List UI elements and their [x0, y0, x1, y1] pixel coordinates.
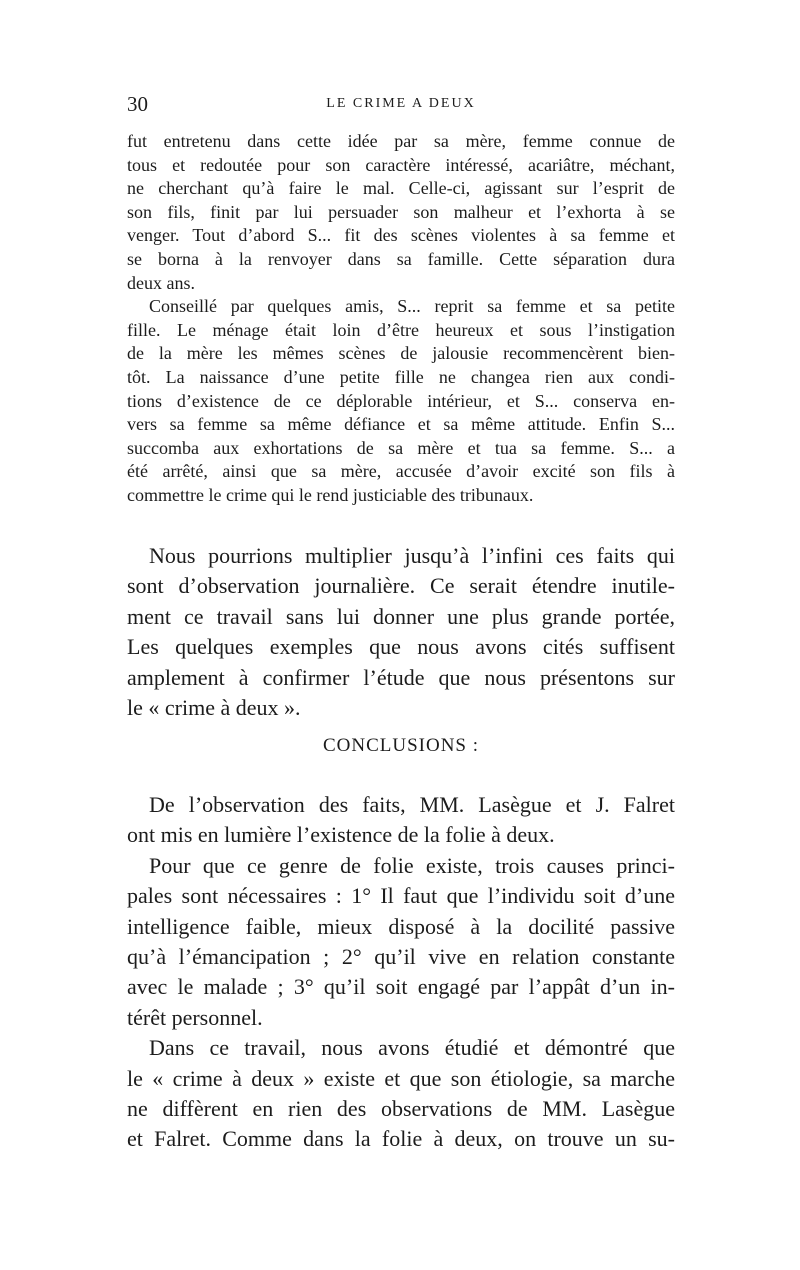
text-line: térêt personnel. — [127, 1004, 263, 1030]
text-line: vers sa femme sa même défiance et sa même attitude. Enfin S... — [127, 414, 675, 435]
text-line: tous et redoutée pour son caractère intéressé, acariâtre, méchant, — [127, 154, 675, 175]
page-header — [127, 92, 675, 122]
text-line: son fils, finit par lui persuader son malheur et l’exhorta à se — [127, 201, 675, 222]
text-line: qu’à l’émancipation ; 2° qu’il vive en relation constante — [127, 943, 675, 969]
text-line: ont mis en lumière l’existence de la folie à deux. — [127, 822, 555, 848]
text-line: de la mère les mêmes scènes de jalousie recommencèrent bien- — [127, 343, 675, 364]
text-line: Dans ce travail, nous avons étudié et démontré que — [149, 1035, 675, 1061]
text-line: tôt. La naissance d’une petite fille ne changea rien aux condi- — [127, 366, 675, 387]
text-line: été arrêté, ainsi que sa mère, accusée d’avoir excité son fils à — [127, 461, 675, 482]
page-number: 30 — [127, 92, 148, 116]
text-line: commettre le crime qui le rend justiciable des tribunaux. — [127, 484, 534, 505]
text-line: et Falret. Comme dans la folie à deux, on trouve un su- — [127, 1126, 675, 1152]
paragraph — [127, 541, 675, 723]
text-line: amplement à confirmer l’étude que nous présentons sur — [127, 664, 675, 690]
paragraph — [127, 295, 675, 507]
text-line: deux ans. — [127, 272, 195, 293]
text-line: Nous pourrions multiplier jusqu’à l’infini ces faits qui — [149, 543, 675, 568]
text-line: succomba aux exhortations de sa mère et tua sa femme. S... a — [127, 437, 675, 458]
text-line: Les quelques exemples que nous avons cités suffisent — [127, 634, 675, 660]
paragraph — [127, 790, 675, 851]
text-line: pales sont nécessaires : 1° Il faut que l’individu soit d’une — [127, 883, 675, 909]
paragraph — [127, 1033, 675, 1155]
text-line: venger. Tout d’abord S... fit des scènes violentes à sa femme et — [127, 225, 675, 246]
text-line: De l’observation des faits, MM. Lasègue et J. Falret — [149, 792, 675, 817]
paragraph — [127, 130, 675, 295]
text-line: le « crime à deux ». — [127, 694, 301, 720]
running-title: LE CRIME A DEUX — [326, 96, 476, 111]
text-line: avec le malade ; 3° qu’il soit engagé par l’appât d’un in- — [127, 974, 675, 1000]
text-line: se borna à la renvoyer dans sa famille. Cette séparation dura — [127, 248, 675, 269]
text-line: Conseillé par quelques amis, S... reprit sa femme et sa petite — [149, 296, 675, 317]
text-line: intelligence faible, mieux disposé à la docilité passive — [127, 913, 675, 939]
text-line: Pour que ce genre de folie existe, trois causes princi- — [149, 852, 675, 878]
paragraph — [127, 851, 675, 1033]
text-line: ne cherchant qu’à faire le mal. Celle-ci, agissant sur l’esprit de — [127, 178, 675, 199]
text-line: sont d’observation journalière. Ce serait étendre inutile- — [127, 573, 675, 599]
large-print-section — [127, 541, 675, 723]
text-line: fille. Le ménage était loin d’être heureux et sous l’instigation — [127, 319, 675, 340]
text-line: ment ce travail sans lui donner une plus grande portée, — [127, 603, 675, 629]
conclusions-section — [127, 790, 675, 1155]
section-heading: CONCLUSIONS : — [322, 735, 480, 756]
text-line: tions d’existence de ce déplorable intérieur, et S... conserva en- — [127, 390, 675, 411]
text-line: le « crime à deux » existe et que son étiologie, sa marche — [127, 1065, 675, 1091]
text-line: ne diffèrent en rien des observations de MM. Lasègue — [127, 1095, 675, 1121]
text-line: fut entretenu dans cette idée par sa mère, femme connue de — [127, 131, 675, 151]
small-print-section — [127, 130, 675, 508]
